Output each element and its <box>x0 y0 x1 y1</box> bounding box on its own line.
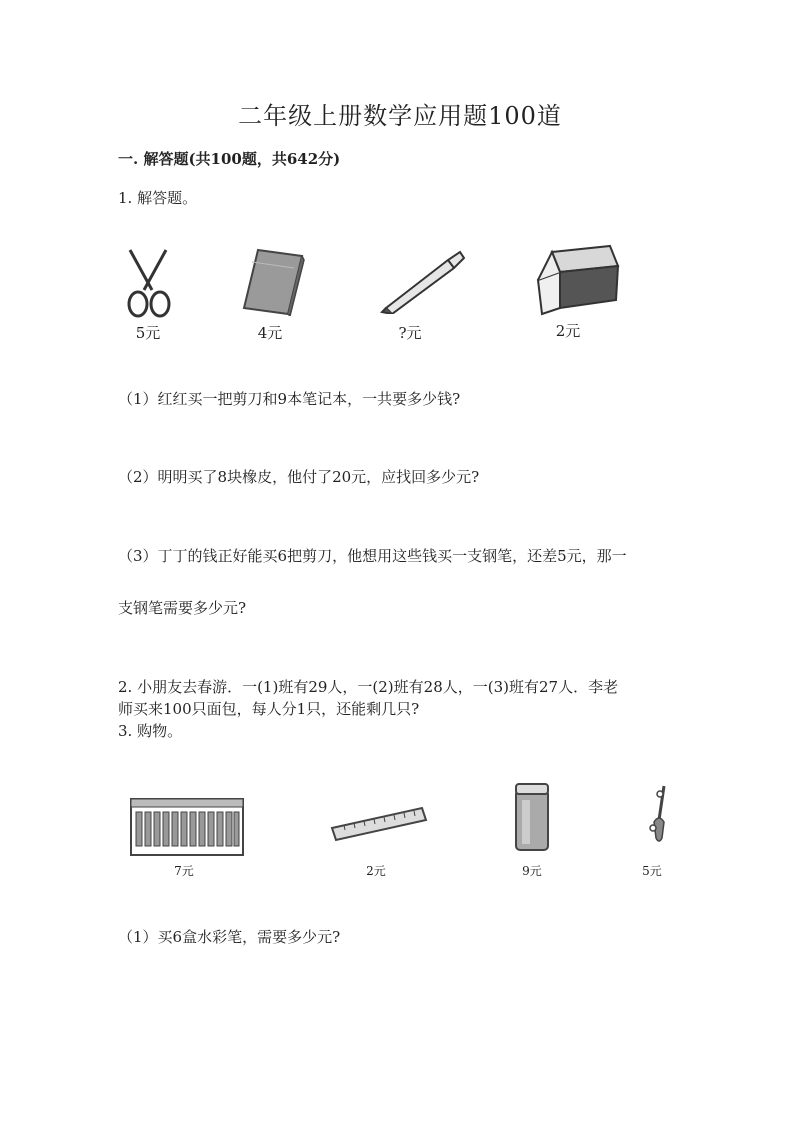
pencil-case-icon <box>514 782 550 852</box>
brush-icon <box>646 784 672 846</box>
watercolor-pens-price: 7元 <box>174 864 194 878</box>
question-3-sub1: （1）买6盒水彩笔，需要多少元? <box>118 928 341 946</box>
pencil-case-price: 9元 <box>522 864 542 878</box>
watercolor-pens-icon <box>130 798 244 856</box>
question-1-sub3-line2: 支钢笔需要多少元? <box>118 599 247 617</box>
pen-icon <box>378 248 468 314</box>
scissors-icon <box>122 248 174 320</box>
brush-price: 5元 <box>642 864 662 878</box>
question-3-intro: 3. 购物。 <box>118 722 183 740</box>
question-1-sub2: （2）明明买了8块橡皮，他付了20元，应找回多少元? <box>118 468 480 486</box>
ruler-icon <box>330 806 428 842</box>
question-1-intro: 1. 解答题。 <box>118 189 198 207</box>
question-2-line1: 2. 小朋友去春游．一(1)班有29人，一(2)班有28人，一(3)班有27人．李老 <box>118 678 619 696</box>
scissors-price: 5元 <box>135 324 161 342</box>
eraser-icon <box>532 244 620 316</box>
section-heading: 一. 解答题(共100题，共642分) <box>118 150 341 168</box>
ruler-price: 2元 <box>366 864 386 878</box>
eraser-price: 2元 <box>555 322 581 340</box>
notebook-icon <box>240 248 306 316</box>
question-1-sub3-line1: （3）丁丁的钱正好能买6把剪刀，他想用这些钱买一支钢笔，还差5元，那一 <box>118 547 627 565</box>
notebook-price: 4元 <box>257 324 283 342</box>
question-2-line2: 师买来100只面包，每人分1只，还能剩几只? <box>118 700 420 718</box>
page-title: 二年级上册数学应用题100道 <box>238 102 562 130</box>
pen-price: ?元 <box>398 324 422 342</box>
question-1-sub1: （1）红红买一把剪刀和9本笔记本，一共要多少钱? <box>118 390 461 408</box>
